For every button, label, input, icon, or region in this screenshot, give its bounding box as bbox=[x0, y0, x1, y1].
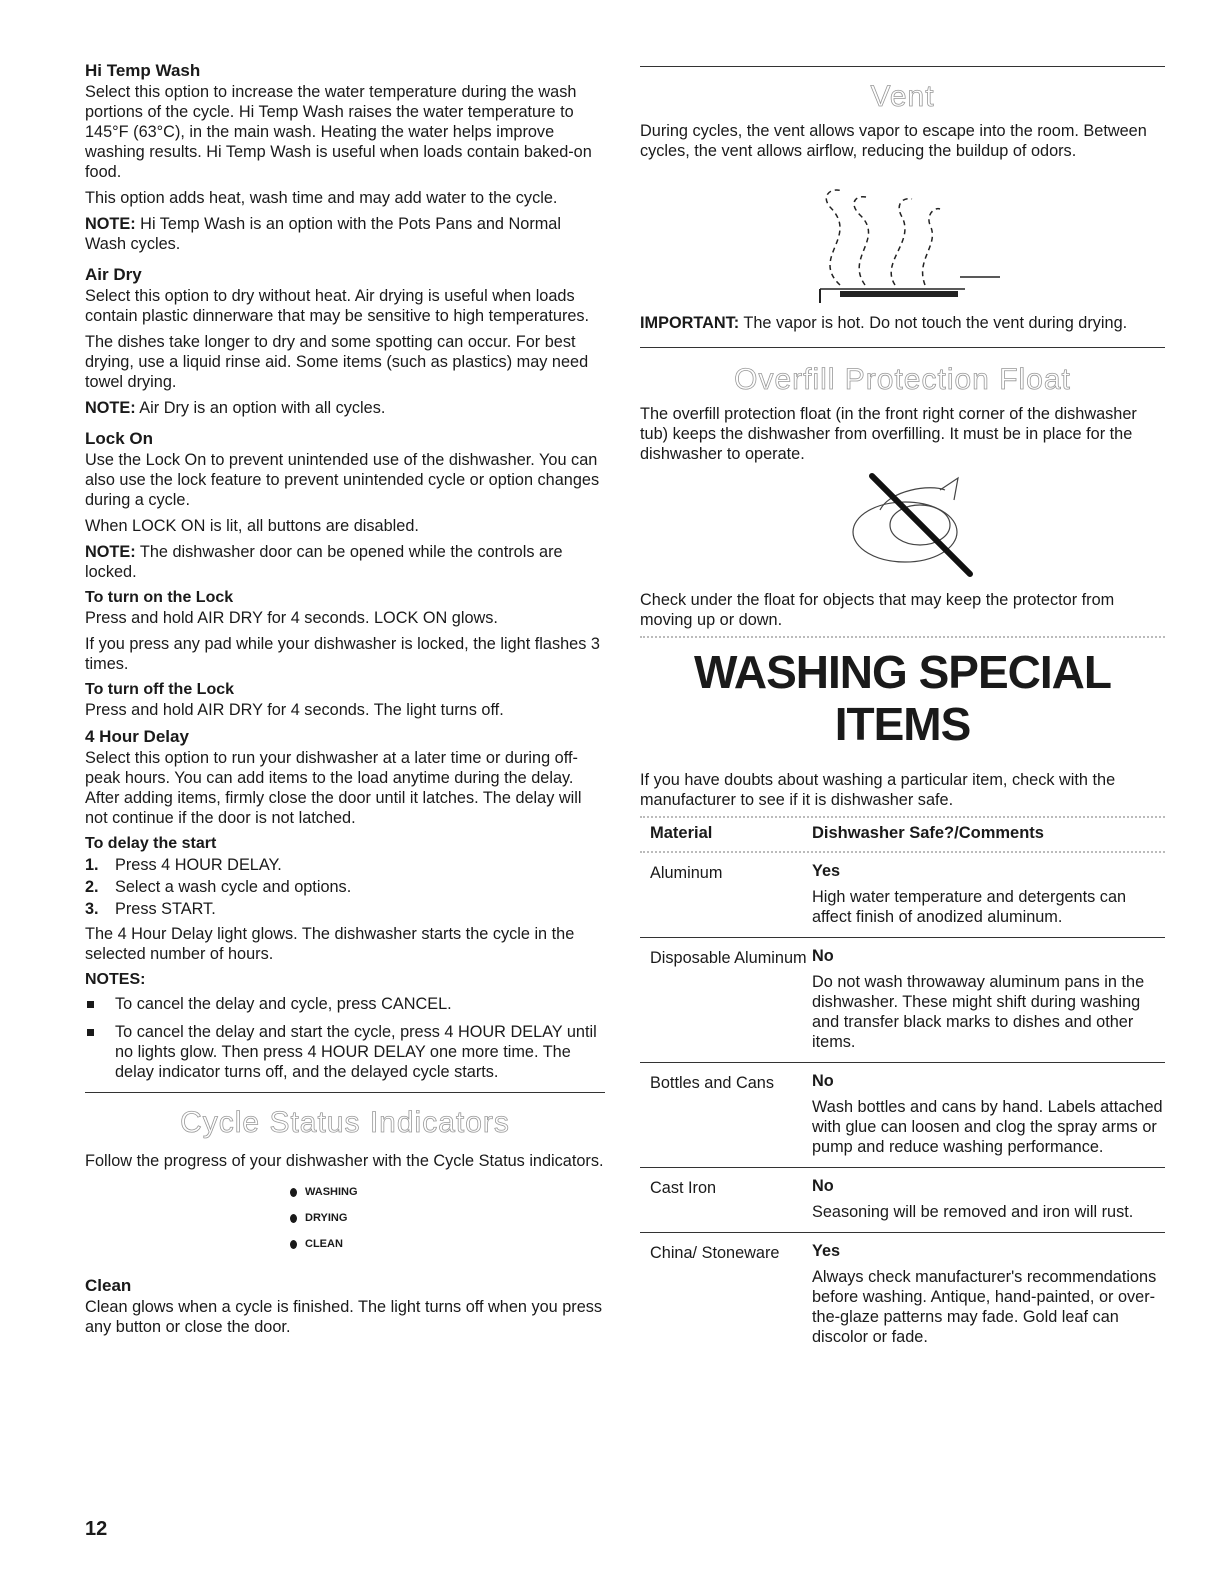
comment-cell bbox=[812, 1176, 1165, 1222]
delay-steps bbox=[85, 854, 605, 920]
important-text: The vapor is hot. Do not touch the vent during drying. bbox=[739, 314, 1128, 332]
delay-notes-heading: NOTES: bbox=[85, 971, 146, 988]
overfill-paragraph-2: Check under the float for objects that may keep the protector from moving up or down. bbox=[640, 591, 1115, 629]
safe-value: Yes bbox=[812, 862, 841, 880]
turn-off-lock-heading: To turn off the Lock bbox=[85, 681, 235, 698]
turn-off-lock-paragraph: Press and hold AIR DRY for 4 seconds. The light turns off. bbox=[85, 701, 504, 719]
air-dry-paragraph-1: Select this option to dry without heat. Air drying is useful when loads contain plastic dinnerware that may be sensitive to high temperatures. bbox=[85, 287, 590, 325]
step-number: 2. bbox=[85, 878, 99, 896]
clean-paragraph: Clean glows when a cycle is finished. The light turns off when you press any button or close the door. bbox=[85, 1298, 603, 1336]
section-divider bbox=[640, 347, 1165, 348]
step-text: Press 4 HOUR DELAY. bbox=[115, 856, 282, 874]
overfill-title: Overfill Protection Float bbox=[734, 363, 1071, 396]
step-item bbox=[85, 854, 605, 876]
safe-value: No bbox=[812, 1072, 834, 1090]
step-text: Press START. bbox=[115, 900, 216, 918]
comment-text: Seasoning will be removed and iron will rust. bbox=[812, 1203, 1134, 1221]
indicator-light-icon bbox=[290, 1240, 297, 1249]
important-label: IMPORTANT: bbox=[640, 314, 740, 332]
overfill-paragraph-1: The overfill protection float (in the front right corner of the dishwasher tub) keeps the dishwasher from overfilling. It must be in place for the dishwasher to operate. bbox=[640, 405, 1137, 463]
title-line-2: ITEMS bbox=[834, 698, 971, 750]
cycle-status-indicators bbox=[290, 1179, 605, 1257]
special-items-table bbox=[640, 818, 1165, 1357]
step-item bbox=[85, 876, 605, 898]
hi-temp-note bbox=[85, 214, 605, 254]
overfill-float-illustration bbox=[640, 470, 1165, 580]
delay-start-heading: To delay the start bbox=[85, 835, 217, 852]
hi-temp-paragraph-1: Select this option to increase the water temperature during the wash portions of the cycle. Hi Temp Wash raises the water temperature to 145°F (63°C), in the main wash. Heating the water helps improve washing results. Hi Temp Wash is useful when loads contain baked-on food. bbox=[85, 83, 592, 181]
lock-on-heading: Lock On bbox=[85, 429, 154, 448]
section-divider bbox=[85, 1092, 605, 1093]
comment-text: Do not wash throwaway aluminum pans in the dishwasher. These might shift during washing and transfer black marks to dishes and other items. bbox=[812, 973, 1145, 1051]
comment-cell bbox=[812, 946, 1165, 1052]
comment-text: Wash bottles and cans by hand. Labels attached with glue can loosen and clog the spray arms or pump and reduce washing performance. bbox=[812, 1098, 1163, 1156]
note-item bbox=[85, 994, 605, 1014]
cycle-status-paragraph: Follow the progress of your dishwasher with the Cycle Status indicators. bbox=[85, 1152, 604, 1170]
delay-notes-list bbox=[85, 994, 605, 1082]
material-cell: Cast Iron bbox=[650, 1179, 717, 1197]
note-text: Hi Temp Wash is an option with the Pots Pans and Normal Wash cycles. bbox=[85, 215, 561, 253]
vent-important bbox=[640, 313, 1165, 333]
section-divider bbox=[640, 66, 1165, 67]
step-item bbox=[85, 898, 605, 920]
indicator-light-icon bbox=[290, 1214, 297, 1223]
safe-value: No bbox=[812, 947, 834, 965]
table-row bbox=[640, 937, 1165, 1062]
indicator-label: WASHING bbox=[305, 1186, 358, 1198]
comment-cell bbox=[812, 1071, 1165, 1157]
washing-special-intro: If you have doubts about washing a particular item, check with the manufacturer to see if it is dishwasher safe. bbox=[640, 771, 1116, 809]
section-divider bbox=[640, 636, 1165, 638]
table-row bbox=[640, 1062, 1165, 1167]
comment-text: High water temperature and detergents can affect finish of anodized aluminum. bbox=[812, 888, 1127, 926]
safe-value: No bbox=[812, 1177, 834, 1195]
column-header-safe: Dishwasher Safe?/Comments bbox=[812, 824, 1044, 842]
indicator-label: CLEAN bbox=[305, 1238, 343, 1250]
air-dry-paragraph-2: The dishes take longer to dry and some spotting can occur. For best drying, use a liquid rinse aid. Some items (such as plastics) may need towel drying. bbox=[85, 333, 589, 391]
note-item-text: To cancel the delay and start the cycle, press 4 HOUR DELAY until no lights glow. Then press 4 HOUR DELAY one more time. The delay indicator turns off, and the delayed cycle starts. bbox=[115, 1023, 597, 1081]
material-cell: Disposable Aluminum bbox=[650, 949, 807, 967]
safe-value: Yes bbox=[812, 1242, 841, 1260]
turn-on-lock-paragraph-1: Press and hold AIR DRY for 4 seconds. LOCK ON glows. bbox=[85, 609, 498, 627]
comment-cell bbox=[812, 861, 1165, 927]
title-line-1: WASHING SPECIAL bbox=[694, 646, 1111, 698]
indicator-washing bbox=[290, 1179, 605, 1205]
delay-heading: 4 Hour Delay bbox=[85, 727, 189, 746]
square-bullet-icon bbox=[87, 1029, 94, 1036]
vent-illustration bbox=[640, 167, 1165, 307]
lock-on-paragraph-1: Use the Lock On to prevent unintended use of the dishwasher. You can also use the lock feature to prevent unintended cycle or option changes during a cycle. bbox=[85, 451, 600, 509]
note-text: The dishwasher door can be opened while the controls are locked. bbox=[85, 543, 563, 581]
table-header bbox=[640, 818, 1165, 851]
note-item-text: To cancel the delay and cycle, press CANCEL. bbox=[115, 995, 452, 1013]
material-cell: Aluminum bbox=[650, 864, 723, 882]
cycle-status-title: Cycle Status Indicators bbox=[180, 1106, 510, 1139]
indicator-drying bbox=[290, 1205, 605, 1231]
indicator-clean bbox=[290, 1231, 605, 1257]
hi-temp-heading: Hi Temp Wash bbox=[85, 61, 201, 80]
step-number: 1. bbox=[85, 856, 99, 874]
column-header-material: Material bbox=[650, 824, 713, 842]
material-cell: China/ Stoneware bbox=[650, 1244, 780, 1262]
lock-on-paragraph-2: When LOCK ON is lit, all buttons are disabled. bbox=[85, 517, 419, 535]
page-number: 12 bbox=[85, 1518, 108, 1540]
note-text: Air Dry is an option with all cycles. bbox=[135, 399, 386, 417]
delay-paragraph-1: Select this option to run your dishwasher at a later time or during off-peak hours. You can add items to the load anytime during the delay. After adding items, firmly close the door until it latches. The delay will not continue if the door is not latched. bbox=[85, 749, 582, 827]
turn-on-lock-paragraph-2: If you press any pad while your dishwasher is locked, the light flashes 3 times. bbox=[85, 635, 600, 673]
note-label: NOTE: bbox=[85, 215, 136, 233]
square-bullet-icon bbox=[87, 1001, 94, 1008]
note-label: NOTE: bbox=[85, 399, 136, 417]
hi-temp-paragraph-2: This option adds heat, wash time and may add water to the cycle. bbox=[85, 189, 558, 207]
turn-on-lock-heading: To turn on the Lock bbox=[85, 589, 234, 606]
note-item bbox=[85, 1022, 605, 1082]
left-column bbox=[85, 60, 605, 1343]
note-label: NOTE: bbox=[85, 543, 136, 561]
table-row bbox=[640, 1232, 1165, 1357]
indicator-label: DRYING bbox=[305, 1212, 348, 1224]
vent-title: Vent bbox=[870, 80, 935, 113]
comment-cell bbox=[812, 1241, 1165, 1347]
step-number: 3. bbox=[85, 900, 99, 918]
air-dry-note bbox=[85, 398, 605, 418]
step-text: Select a wash cycle and options. bbox=[115, 878, 352, 896]
delay-paragraph-2: The 4 Hour Delay light glows. The dishwasher starts the cycle in the selected number of hours. bbox=[85, 925, 575, 963]
vent-paragraph: During cycles, the vent allows vapor to escape into the room. Between cycles, the vent allows airflow, reducing the buildup of odors. bbox=[640, 122, 1147, 160]
comment-text: Always check manufacturer's recommendations before washing. Antique, hand-painted, or over-the-glaze patterns may fade. Gold leaf can discolor or fade. bbox=[812, 1268, 1157, 1346]
right-column bbox=[640, 60, 1165, 1357]
air-dry-heading: Air Dry bbox=[85, 265, 142, 284]
washing-special-title bbox=[640, 646, 1165, 750]
table-row bbox=[640, 853, 1165, 937]
material-cell: Bottles and Cans bbox=[650, 1074, 774, 1092]
indicator-light-icon bbox=[290, 1188, 297, 1197]
table-row bbox=[640, 1167, 1165, 1232]
clean-heading: Clean bbox=[85, 1276, 132, 1295]
lock-on-note bbox=[85, 542, 605, 582]
